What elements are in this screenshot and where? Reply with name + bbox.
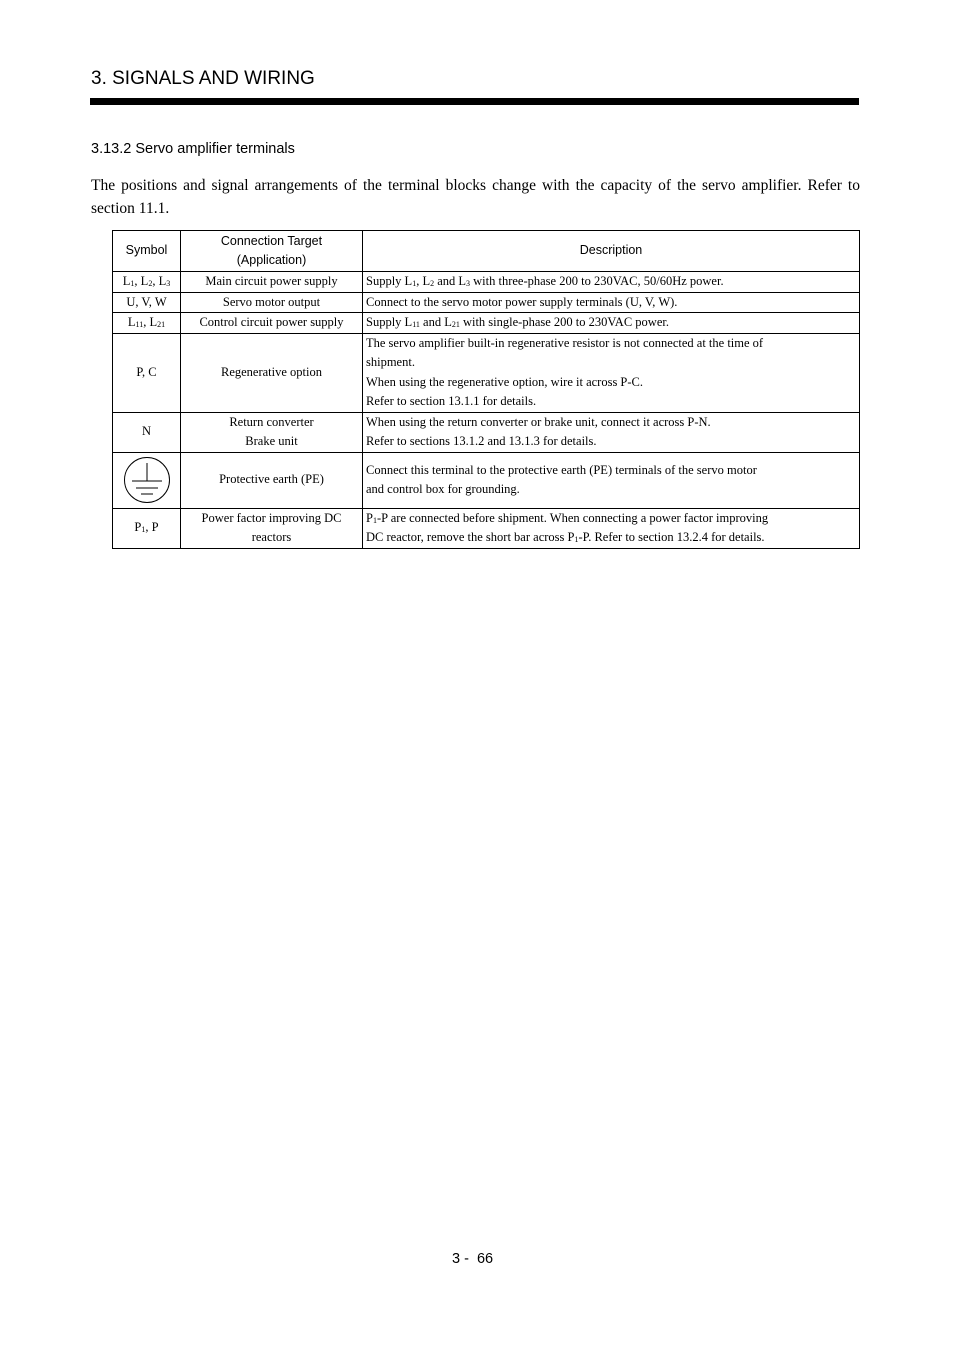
symbol-cell: $L_1$, $L_2$, $L_3$ [113,272,181,293]
terminals-table [112,230,860,549]
symbol-cell: $L_{11}$, $L_{21}$ [113,313,181,334]
description-cell: The servo amplifier built-in regenerative resistor is not connected at the time of shipment. When using the regenerative option, wire it across P-C. Refer to section 13.1.1 for details. [363,333,860,412]
table-row [113,272,860,293]
header-connection-target [181,231,363,272]
description-cell: Supply $L_1$, $L_2$ and $L_3$ with three-phase 200 to 230VAC, 50/60Hz power. [363,272,860,293]
section-title: 3.13.2 Servo amplifier terminals [91,141,295,157]
header-description: Description [363,231,860,272]
table-row [113,292,860,313]
page-number: 3 - 66 [452,1251,494,1267]
target-cell: Return converter Brake unit [181,412,363,452]
table-row [113,508,860,548]
symbol-cell: $P_1$, P [113,508,181,548]
protective-earth-icon [122,455,172,505]
table-row [113,313,860,334]
table-header-row [113,231,860,272]
header-symbol: Symbol [113,231,181,272]
symbol-cell: N [113,412,181,452]
description-cell: Supply $L_{11}$ and $L_{21}$ with single-phase 200 to 230VAC power. [363,313,860,334]
target-cell: Protective earth (PE) [181,452,363,508]
target-cell: Regenerative option [181,333,363,412]
table-row [113,452,860,508]
target-cell: Power factor improving DC reactors [181,508,363,548]
symbol-cell: P, C [113,333,181,412]
target-cell: Control circuit power supply [181,313,363,334]
description-cell: Connect this terminal to the protective earth (PE) terminals of the servo motor and control box for grounding. [363,452,860,508]
symbol-cell [113,452,181,508]
table-row [113,412,860,452]
chapter-title: 3. SIGNALS AND WIRING [91,68,315,89]
intro-paragraph: The positions and signal arrangements of the terminal blocks change with the capacity of the servo amplifier. Refer to section 11.1. [91,177,860,217]
target-cell: Servo motor output [181,292,363,313]
description-cell: When using the return converter or brake unit, connect it across P-N. Refer to sections 13.1.2 and 13.1.3 for details. [363,412,860,452]
target-cell: Main circuit power supply [181,272,363,293]
description-cell: Connect to the servo motor power supply terminals (U, V, W). [363,292,860,313]
header-target-line1: Connection Target [220,233,323,248]
description-cell: $P_1-P$ are connected before shipment. When connecting a power factor improving DC reactor, remove the short bar across $P_1-P$. Refer to section 13.2.4 for details. [363,508,860,548]
chapter-rule [90,98,859,105]
symbol-cell: U, V, W [113,292,181,313]
header-target-line2: (Application) [236,253,307,267]
table-row [113,333,860,412]
